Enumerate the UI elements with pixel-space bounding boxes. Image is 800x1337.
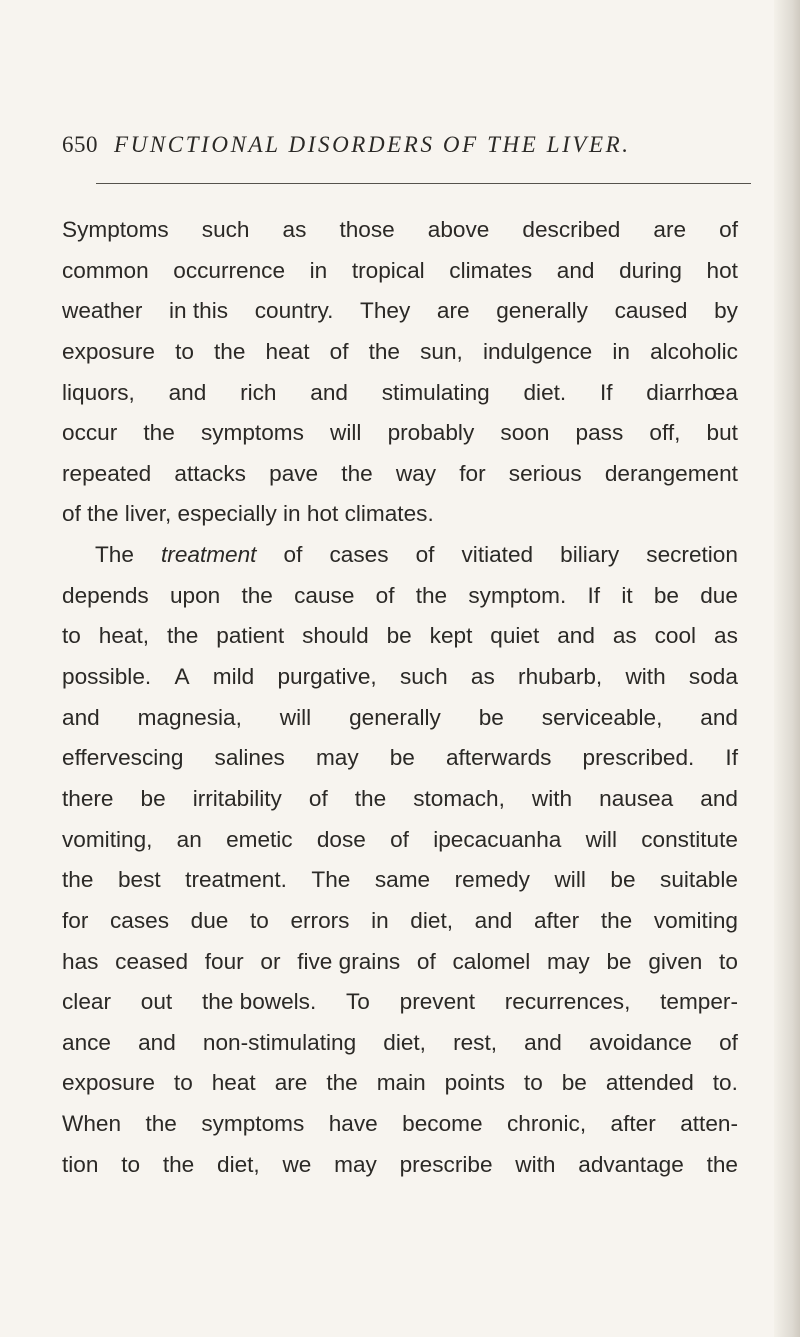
text-line: of the liver, especially in hot climates. — [62, 501, 434, 527]
text-line: the best treatment. The same remedy will be suitable — [62, 867, 738, 893]
text-line: repeated attacks pave the way for serious derangement — [62, 460, 738, 486]
text-line: occur the symptoms will probably soon pass off, but — [62, 420, 738, 446]
text-line: The treatment of cases of vitiated biliary secretion — [95, 542, 738, 568]
text-line: common occurrence in tropical climates and during hot — [62, 257, 738, 283]
text-line: clear out the bowels. To prevent recurrences, temper- — [62, 989, 738, 1015]
text-line: for cases due to errors in diet, and after the vomiting — [62, 907, 738, 933]
text-line: liquors, and rich and stimulating diet. If diarrhœa — [62, 379, 738, 405]
text-line: to heat, the patient should be kept quiet and as cool as — [62, 623, 738, 649]
text-line: tion to the diet, we may prescribe with advantage the — [62, 1151, 738, 1177]
page-header — [62, 132, 752, 168]
text-line: exposure to heat are the main points to be attended to. — [62, 1070, 738, 1096]
page-edge — [774, 0, 800, 1337]
text-line: depends upon the cause of the symptom. If it be due — [62, 582, 738, 608]
text-line: Symptoms such as those above described are of — [62, 217, 738, 242]
text-line: weather in this country. They are generally caused by — [62, 298, 738, 324]
text-line: has ceased four or five grains of calomel may be given to — [62, 948, 738, 974]
text-line: When the symptoms have become chronic, after atten- — [62, 1111, 738, 1137]
header-rule — [96, 183, 751, 184]
running-head: FUNCTIONAL DISORDERS OF THE LIVER. — [114, 132, 631, 157]
text-line: possible. A mild purgative, such as rhubarb, with soda — [62, 664, 738, 690]
text-line: exposure to the heat of the sun, indulgence in alcoholic — [62, 338, 738, 364]
text-line: effervescing salines may be afterwards prescribed. If — [62, 745, 738, 771]
text-line: there be irritability of the stomach, with nausea and — [62, 785, 738, 811]
page-number: 650 — [62, 132, 98, 157]
body-text — [62, 210, 738, 1185]
text-line: and magnesia, will generally be serviceable, and — [62, 704, 738, 730]
text-line: ance and non-stimulating diet, rest, and avoidance of — [62, 1029, 738, 1055]
text-line: vomiting, an emetic dose of ipecacuanha will constitute — [62, 826, 738, 852]
